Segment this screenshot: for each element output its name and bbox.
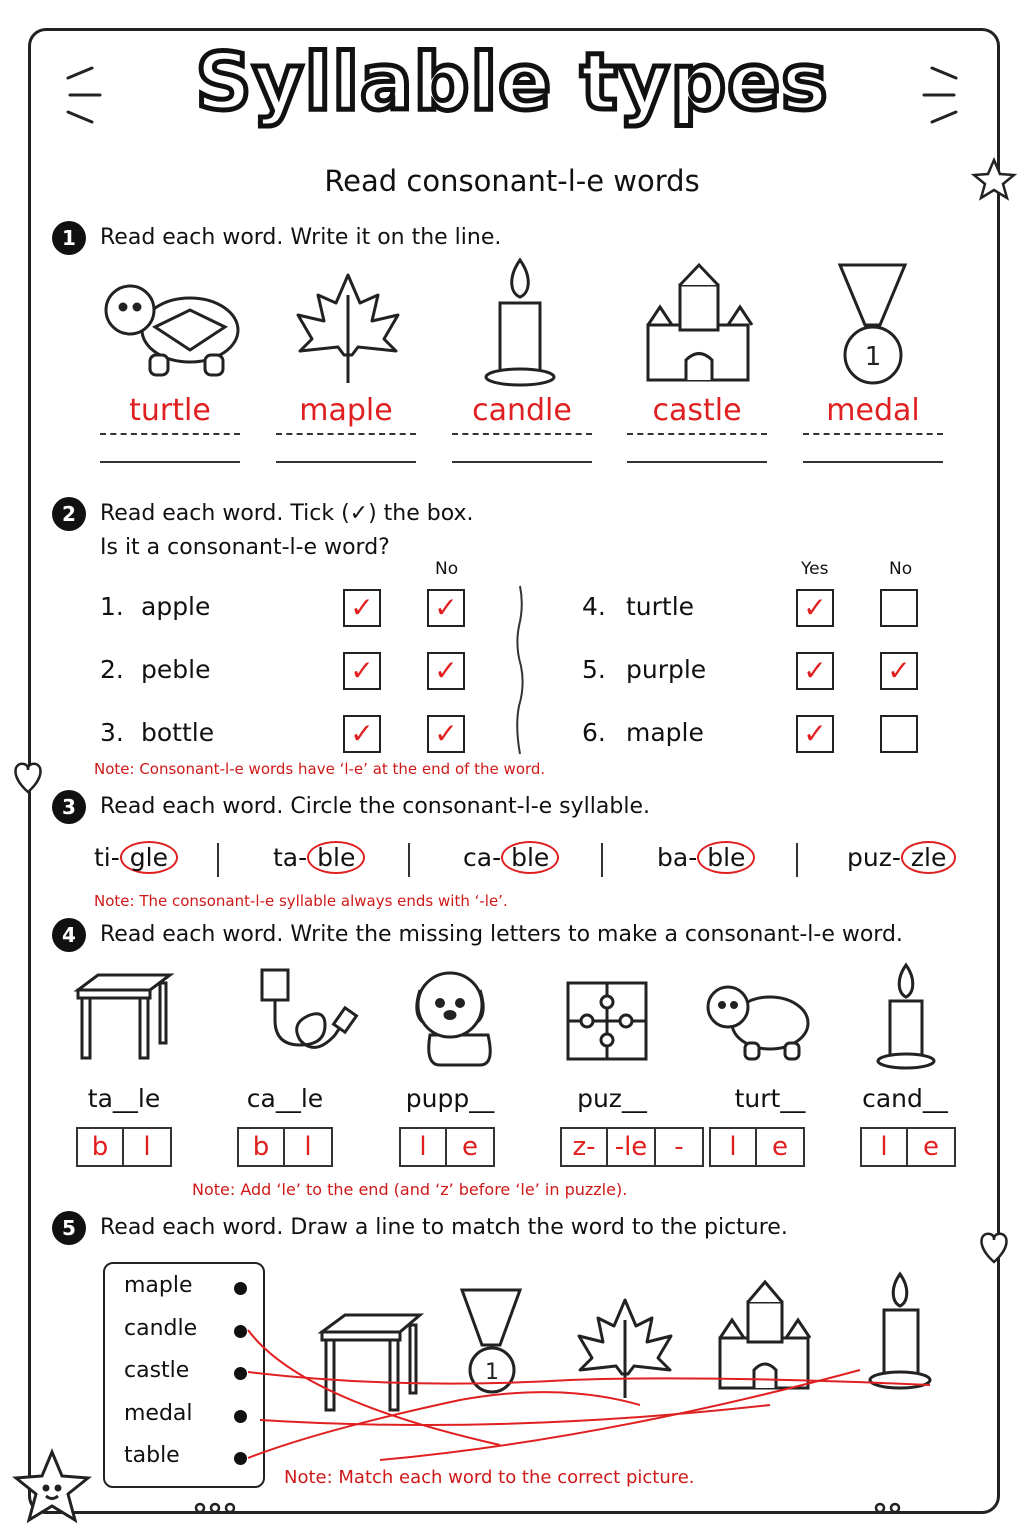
question-word: purple: [626, 655, 707, 684]
table-icon: [78, 975, 170, 1058]
match-word: maple: [124, 1273, 193, 1298]
syllable-prefix: puz: [847, 843, 892, 872]
answer-boxes: [76, 1127, 172, 1167]
checkbox-no[interactable]: [880, 715, 918, 753]
letter-box[interactable]: b: [76, 1127, 124, 1167]
turtle-icon: [708, 987, 808, 1059]
checkbox-no[interactable]: ✓: [427, 652, 465, 690]
word-pattern: ta__le: [87, 1084, 161, 1113]
syllable-divider: -: [891, 843, 901, 872]
syllable-divider: -: [492, 843, 502, 872]
letter-box[interactable]: e: [908, 1127, 956, 1167]
section5-instruction: Read each word. Draw a line to match the word to the picture.: [100, 1215, 788, 1240]
syllable-prefix: ta: [273, 843, 299, 872]
syllable-divider: -: [298, 843, 308, 872]
separator: [796, 843, 798, 877]
circled-syllable: ble: [307, 841, 365, 874]
writing-line[interactable]: [100, 461, 240, 463]
word-pattern: puz__: [577, 1084, 647, 1113]
question-word: bottle: [141, 718, 215, 747]
column-header-yes: Yes: [801, 559, 829, 579]
separator: [408, 843, 410, 877]
checkbox-yes[interactable]: ✓: [343, 589, 381, 627]
writing-line[interactable]: [452, 461, 592, 463]
section-number: 3: [52, 790, 86, 824]
word-pattern: ca__le: [246, 1084, 324, 1113]
candle-icon: [878, 965, 934, 1068]
syllable-prefix: ba: [657, 843, 689, 872]
question-number: 5.: [582, 655, 606, 684]
candle-icon: [486, 260, 554, 385]
maple-leaf-icon: [298, 275, 398, 383]
writing-line-dashed[interactable]: [452, 433, 592, 435]
circled-syllable: zle: [901, 841, 956, 874]
circled-syllable: gle: [120, 841, 178, 874]
syllable-word[interactable]: [847, 841, 956, 874]
castle-icon: [648, 265, 752, 380]
letter-box[interactable]: b: [237, 1127, 285, 1167]
syllable-word[interactable]: [463, 841, 559, 874]
syllable-prefix: ti: [94, 843, 111, 872]
circled-syllable: ble: [501, 841, 559, 874]
section4-note: Note: Add ‘le’ to the end (and ‘z’ before ‘le’ in puzzle).: [192, 1180, 628, 1199]
section-number: 2: [52, 497, 86, 531]
section3-note: Note: The consonant-l-e syllable always ends with ‘-le’.: [94, 892, 508, 910]
answer-boxes: [237, 1127, 333, 1167]
question-number: 4.: [582, 592, 606, 621]
question-word: apple: [141, 592, 211, 621]
match-lines: [0, 1310, 1024, 1470]
section-number: 5: [52, 1211, 86, 1245]
section1-pictures: [0, 255, 1024, 395]
medal-number: 1: [485, 1360, 499, 1385]
section4-pictures: [0, 965, 1024, 1075]
section-number: 4: [52, 918, 86, 952]
question-number: 1.: [100, 592, 124, 621]
turtle-icon: [106, 286, 238, 375]
question-word: maple: [626, 718, 704, 747]
checkbox-yes[interactable]: ✓: [796, 589, 834, 627]
syllable-word[interactable]: [273, 841, 365, 874]
page-title: Syllable types: [195, 38, 829, 128]
letter-box[interactable]: l: [860, 1127, 908, 1167]
section2-question: Is it a consonant-l-e word?: [100, 535, 390, 560]
cable-icon: [262, 970, 356, 1047]
answer-word: turtle: [129, 393, 211, 428]
match-word: castle: [124, 1358, 190, 1383]
checkbox-no[interactable]: ✓: [427, 589, 465, 627]
syllable-divider: -: [688, 843, 698, 872]
section3-instruction: Read each word. Circle the consonant-l-e syllable.: [100, 794, 650, 819]
puppy-icon: [417, 973, 490, 1065]
answer-word: maple: [299, 393, 393, 428]
writing-line[interactable]: [276, 461, 416, 463]
word-pattern: pupp__: [405, 1084, 495, 1113]
letter-box[interactable]: -: [656, 1127, 704, 1167]
medal-icon: [840, 265, 905, 383]
letter-box[interactable]: l: [285, 1127, 333, 1167]
writing-line-dashed[interactable]: [100, 433, 240, 435]
column-header-no: No: [889, 559, 913, 579]
column-header-no: No: [435, 559, 459, 579]
match-word: table: [124, 1443, 180, 1468]
question-word: turtle: [626, 592, 695, 621]
dots-icon: [196, 1504, 899, 1512]
writing-line-dashed[interactable]: [627, 433, 767, 435]
answer-word: castle: [652, 393, 742, 428]
letter-box[interactable]: e: [447, 1127, 495, 1167]
puzzle-icon: [568, 983, 646, 1059]
circled-syllable: ble: [697, 841, 755, 874]
question-number: 3.: [100, 718, 124, 747]
writing-line-dashed[interactable]: [276, 433, 416, 435]
section2-note: Note: Consonant-l-e words have ‘l-e’ at the end of the word.: [94, 760, 546, 778]
section4-instruction: Read each word. Write the missing letters to make a consonant-l-e word.: [100, 922, 903, 947]
svg-text:1: 1: [864, 342, 882, 372]
letter-box[interactable]: z-: [560, 1127, 608, 1167]
writing-line[interactable]: [803, 461, 943, 463]
letter-box[interactable]: l: [709, 1127, 757, 1167]
column-divider: [510, 586, 530, 756]
question-number: 6.: [582, 718, 606, 747]
match-line: [248, 1330, 500, 1445]
checkbox-yes[interactable]: ✓: [796, 715, 834, 753]
separator: [217, 843, 219, 877]
syllable-prefix: ca: [463, 843, 493, 872]
checkbox-no[interactable]: ✓: [427, 715, 465, 753]
letter-box[interactable]: -le: [608, 1127, 656, 1167]
answer-word: medal: [826, 393, 920, 428]
page-subtitle: Read consonant-l-e words: [324, 164, 700, 198]
letter-box[interactable]: l: [399, 1127, 447, 1167]
section2-instruction: Read each word. Tick (✓) the box.: [100, 501, 474, 526]
checkbox-no[interactable]: [880, 589, 918, 627]
syllable-word[interactable]: [657, 841, 755, 874]
answer-boxes: [399, 1127, 495, 1167]
syllable-divider: -: [110, 843, 120, 872]
match-word: candle: [124, 1316, 198, 1341]
answer-word: candle: [472, 393, 572, 428]
section1-instruction: Read each word. Write it on the line.: [100, 225, 502, 250]
match-line: [260, 1405, 770, 1425]
question-number: 2.: [100, 655, 124, 684]
separator: [601, 843, 603, 877]
checkbox-yes[interactable]: ✓: [796, 652, 834, 690]
word-pattern: cand__: [862, 1084, 948, 1113]
checkbox-yes[interactable]: ✓: [343, 652, 381, 690]
answer-boxes: [560, 1127, 704, 1167]
match-word: medal: [124, 1401, 193, 1426]
writing-line-dashed[interactable]: [803, 433, 943, 435]
letter-box[interactable]: e: [757, 1127, 805, 1167]
syllable-word[interactable]: [94, 841, 178, 874]
section-number: 1: [52, 221, 86, 255]
letter-box[interactable]: l: [124, 1127, 172, 1167]
section5-note: Note: Match each word to the correct picture.: [284, 1467, 695, 1488]
question-word: peble: [141, 655, 211, 684]
answer-boxes: [860, 1127, 956, 1167]
writing-line[interactable]: [627, 461, 767, 463]
answer-boxes: [709, 1127, 805, 1167]
word-pattern: turt__: [734, 1084, 806, 1113]
checkbox-yes[interactable]: ✓: [343, 715, 381, 753]
checkbox-no[interactable]: ✓: [880, 652, 918, 690]
